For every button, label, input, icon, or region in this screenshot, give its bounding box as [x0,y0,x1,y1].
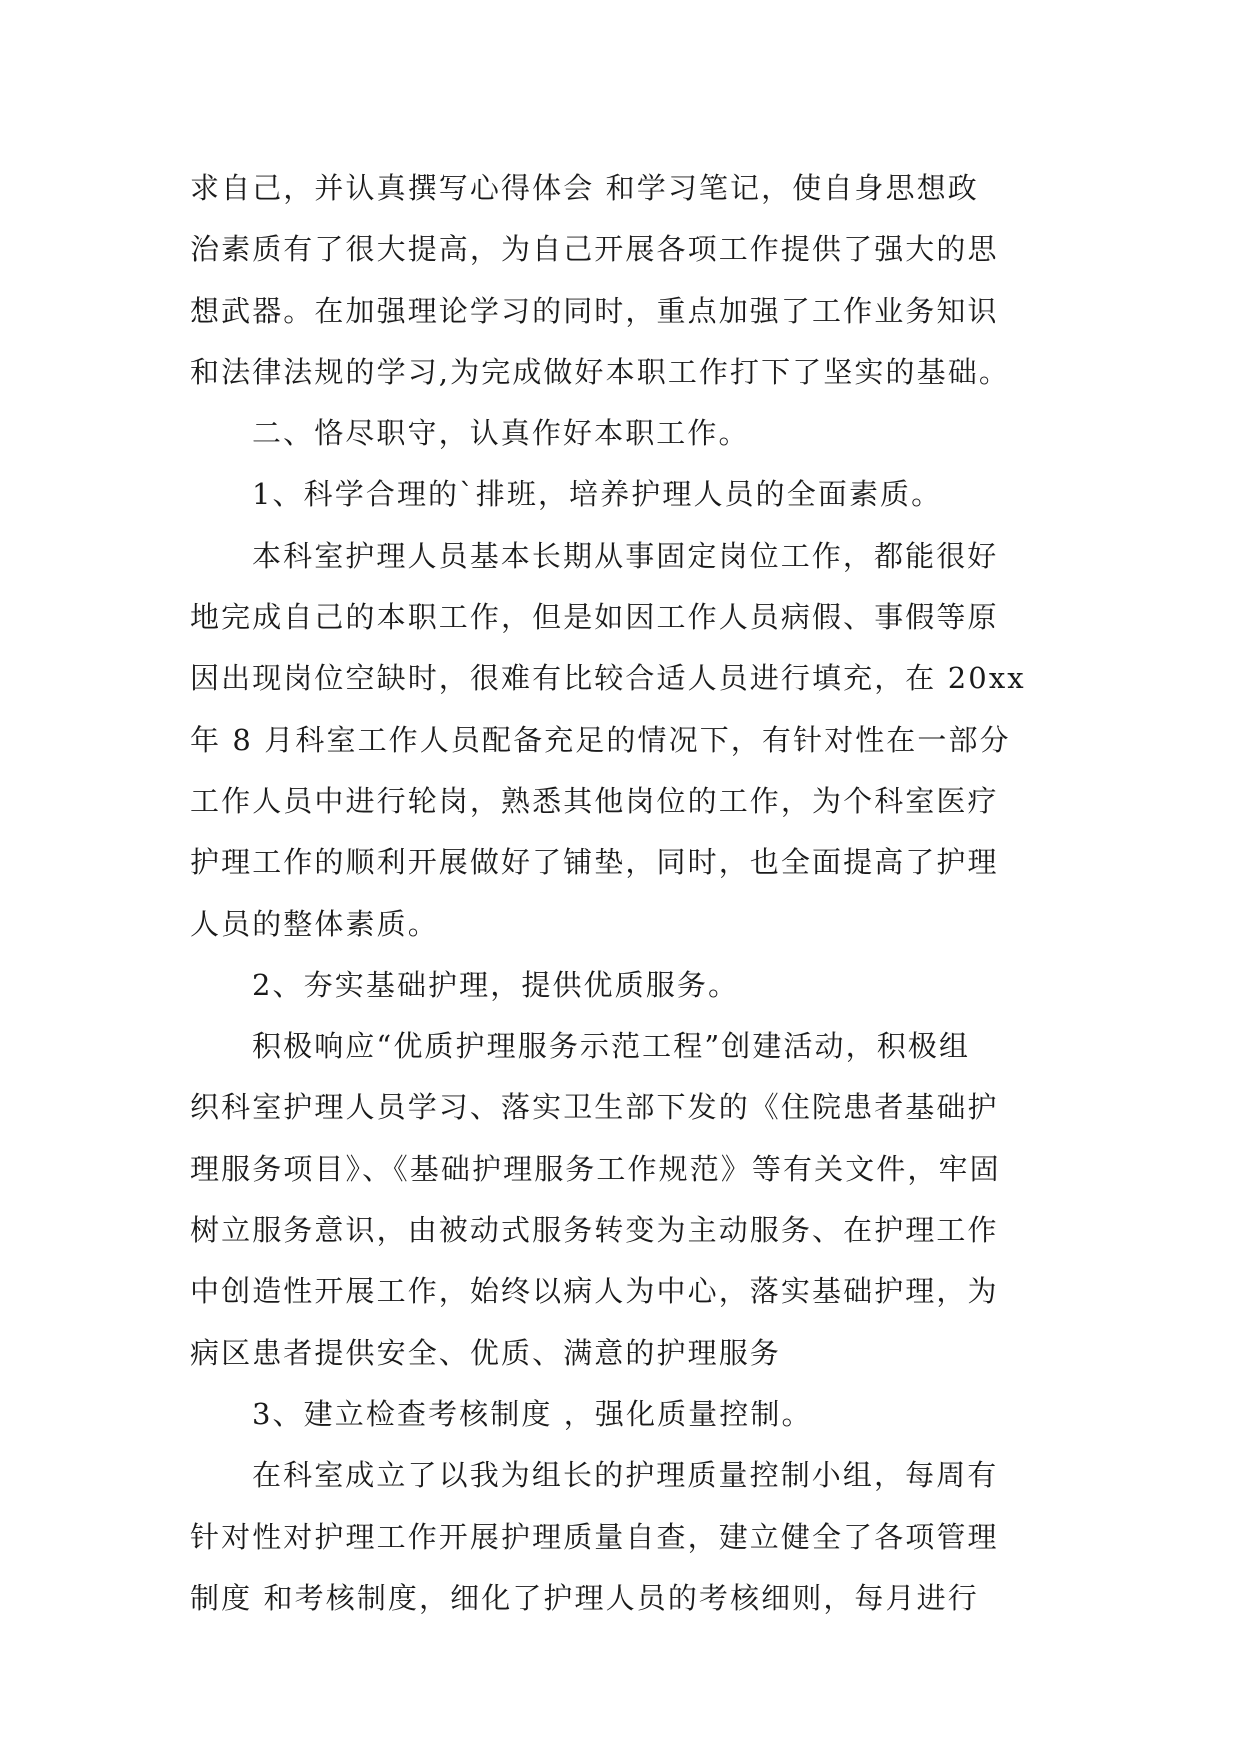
text-line: 本科室护理人员基本长期从事固定岗位工作，都能很好 [252,538,999,573]
text-line: 病区患者提供安全、优质、满意的护理服务 [190,1335,781,1370]
text-line: 积极响应“优质护理服务示范工程”创建活动，积极组 [252,1029,971,1064]
text-line: 工作人员中进行轮岗，熟悉其他岗位的工作，为个科室医疗 [190,783,999,818]
text-line: 年 8 月科室工作人员配备充足的情况下，有针对性在一部分 [190,722,1011,757]
text-line: 地完成自己的本职工作，但是如因工作人员病假、事假等原 [190,600,999,635]
text-line: 想武器。在加强理论学习的同时，重点加强了工作业务知识 [190,293,999,328]
text-line: 树立服务意识，由被动式服务转变为主动服务、在护理工作 [190,1213,999,1248]
text-line: 因出现岗位空缺时，很难有比较合适人员进行填充，在 20xx [190,661,1026,696]
text-line: 在科室成立了以我为组长的护理质量控制小组，每周有 [252,1458,999,1493]
text-line: 求自己，并认真撰写心得体会 和学习笔记，使自身思想政 [190,171,979,205]
text-line: 护理工作的顺利开展做好了铺垫，同时，也全面提高了护理 [190,845,999,880]
text-line: 制度 和考核制度，细化了护理人员的考核细则，每月进行 [190,1580,979,1615]
text-line: 3、建立检查考核制度 ，强化质量控制。 [252,1396,813,1431]
text-line: 1、科学合理的`排班，培养护理人员的全面素质。 [252,477,943,512]
text-line: 中创造性开展工作，始终以病人为中心，落实基础护理，为 [190,1274,999,1309]
body-text [190,158,1056,1629]
text-line: 治素质有了很大提高，为自己开展各项工作提供了强大的思 [190,232,999,267]
text-line: 2、夯实基础护理，提供优质服务。 [252,967,740,1002]
text-line: 和法律法规的学习,为完成做好本职工作打下了坚实的基础。 [190,354,1010,389]
text-line: 人员的整体素质。 [190,906,439,941]
text-line: 针对性对护理工作开展护理质量自查，建立健全了各项管理 [190,1519,999,1554]
text-line: 织科室护理人员学习、落实卫生部下发的《住院患者基础护 [190,1090,999,1125]
text-line: 理服务项目》、《基础护理服务工作规范》等有关文件，牢固 [190,1151,1001,1186]
text-line: 二、恪尽职守，认真作好本职工作。 [252,416,750,451]
